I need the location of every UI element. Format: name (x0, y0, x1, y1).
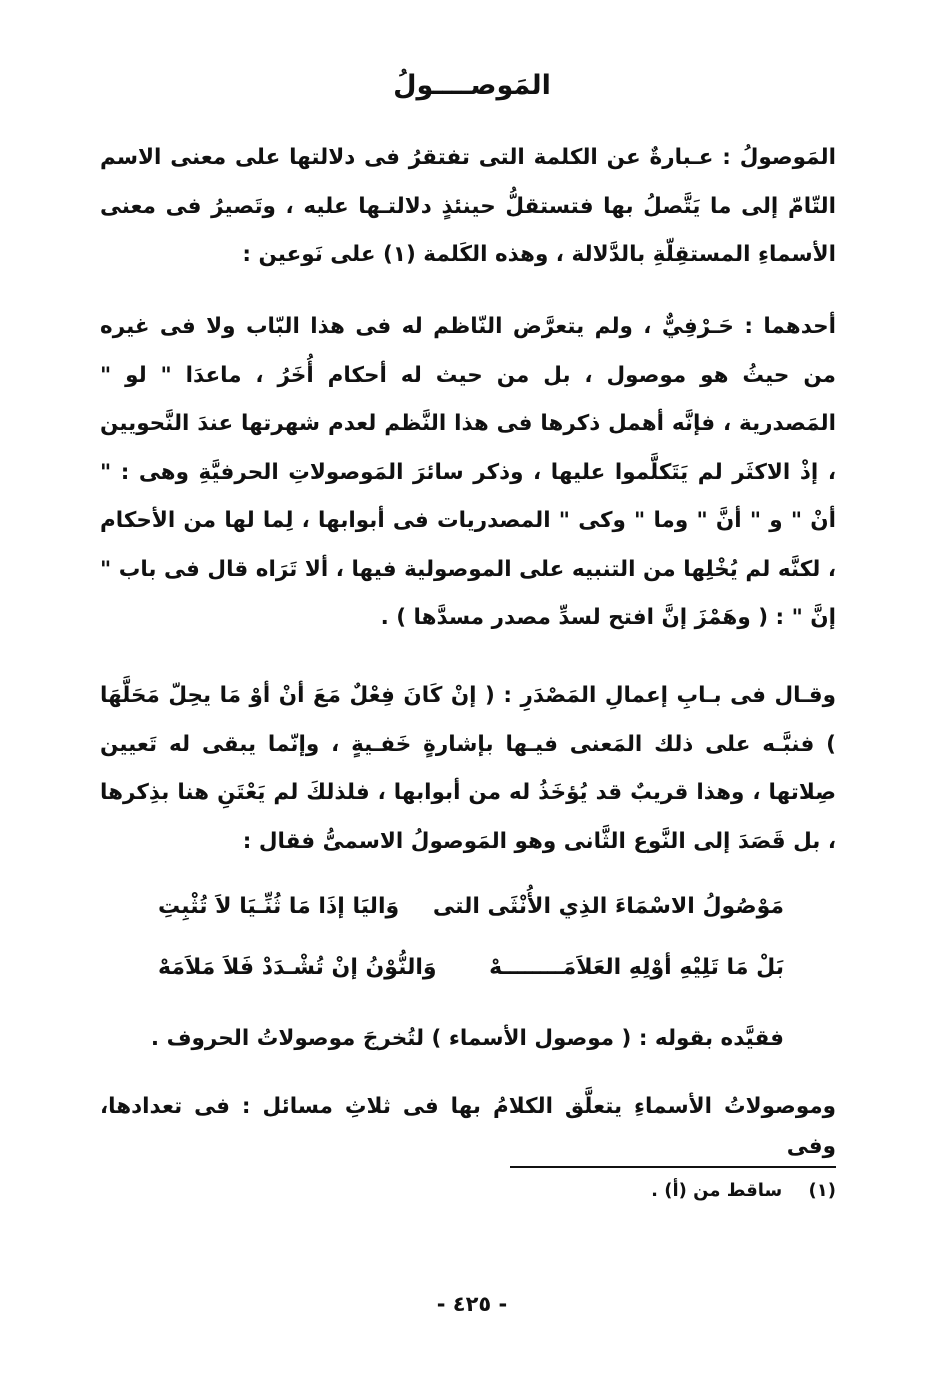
verse-1-second-hemistich: وَاليَا إذَا مَا ثُنِّـيَا لاَ تُثْبِتِ (158, 894, 400, 919)
page-title: المَوصــــولُ (393, 70, 551, 101)
paragraph-first-type: أحدهما : حَـرْفِيٌّ ، ولم يتعرَّض النّاظم له فى هذا البّاب ولا فى غيره من حيثُ هو موصول ، بل من حيث له أحكام أُخَرُ ، ماعدَا " لو " المَصدرية ، فإنَّه أهمل ذكرها فى هذا النَّظم لعدم شهرتها عندَ النَّحويين ، إذْ الاكثَر لم يَتَكلَّموا عليها ، وذكر سائرَ المَوصولاتِ الحرفيَّةِ وهى : " أنْ " و " أنَّ " وما " وكى " المصدريات فى أبوابها ، لِما لها من الأحكام ، لكنَّه لم يُخْلِها من التنبيه على الموصولية فيها ، ألا تَرَاه قال فى باب " إنَّ " : ( وهَمْزَ إنَّ افتح لسدِّ مصدر مسدَّها ) . (100, 314, 836, 630)
verse-line-1 (158, 894, 784, 919)
page-number: - ٤٢٥ - (436, 1292, 508, 1316)
paragraph-definition: المَوصولُ : عـبارةٌ عن الكلمة التى تفتقرُ فى دلالتها على معنى الاسم التّامّ إلى ما يَتَّصلُ بها فتستقلُّ حينئذٍ دلالتـها عليه ، وتَصيرُ فى معنى الأسماءِ المستقِلّةِ بالدَّلالة ، وهذه الكَلمة (١) على نَوعين : (100, 145, 836, 267)
verse-1-first-hemistich: مَوْصُولُ الاسْمَاءَ الذِي الأُنْثَى التى (432, 894, 784, 919)
footnote-number: (١) (808, 1180, 836, 1201)
footnote (651, 1180, 836, 1201)
footnote-text: ساقط من (أ) . (651, 1180, 783, 1201)
verse-commentary-line: فقيَّده بقوله : ( موصول الأسماء ) لتُخرجَ موصولاتُ الحروف . (150, 1026, 784, 1051)
closing-line: وموصولاتُ الأسماءِ يتعلَّق الكلامُ بها فى ثلاثِ مسائل : فى تعدادها، وفى (100, 1094, 836, 1159)
verse-2-first-hemistich: بَلْ مَا تَلِيْهِ أوْلِهِ العَلاَمَــــــــهْ (489, 955, 784, 980)
verse-line-2 (158, 955, 784, 980)
footnote-divider (510, 1166, 836, 1168)
verse-2-second-hemistich: وَالنُّوْنُ إنْ تُشْـدَدْ فَلاَ مَلاَمَهْ (158, 955, 437, 980)
paragraph-masdar-section: وقـال فى بـابِ إعمالِ المَصْدَرِ : ( إنْ كَانَ فِعْلٌ مَعَ أنْ أوْ مَا يحِلّ مَحَلَّهَا ) فنبَّـه على ذلك المَعنى فيـها بإشارةٍ خَفـيةٍ ، وإنّما يبقى له تَعيين صِلاتها ، وهذا قريبٌ قد يُؤخَذُ له من أبوابها ، فلذلكَ لم يَعْتَنِ هنا بذِكرها ، بل قَصَدَ إلى النَّوع الثَّانى وهو المَوصولُ الاسمىُّ فقال : (100, 683, 836, 854)
